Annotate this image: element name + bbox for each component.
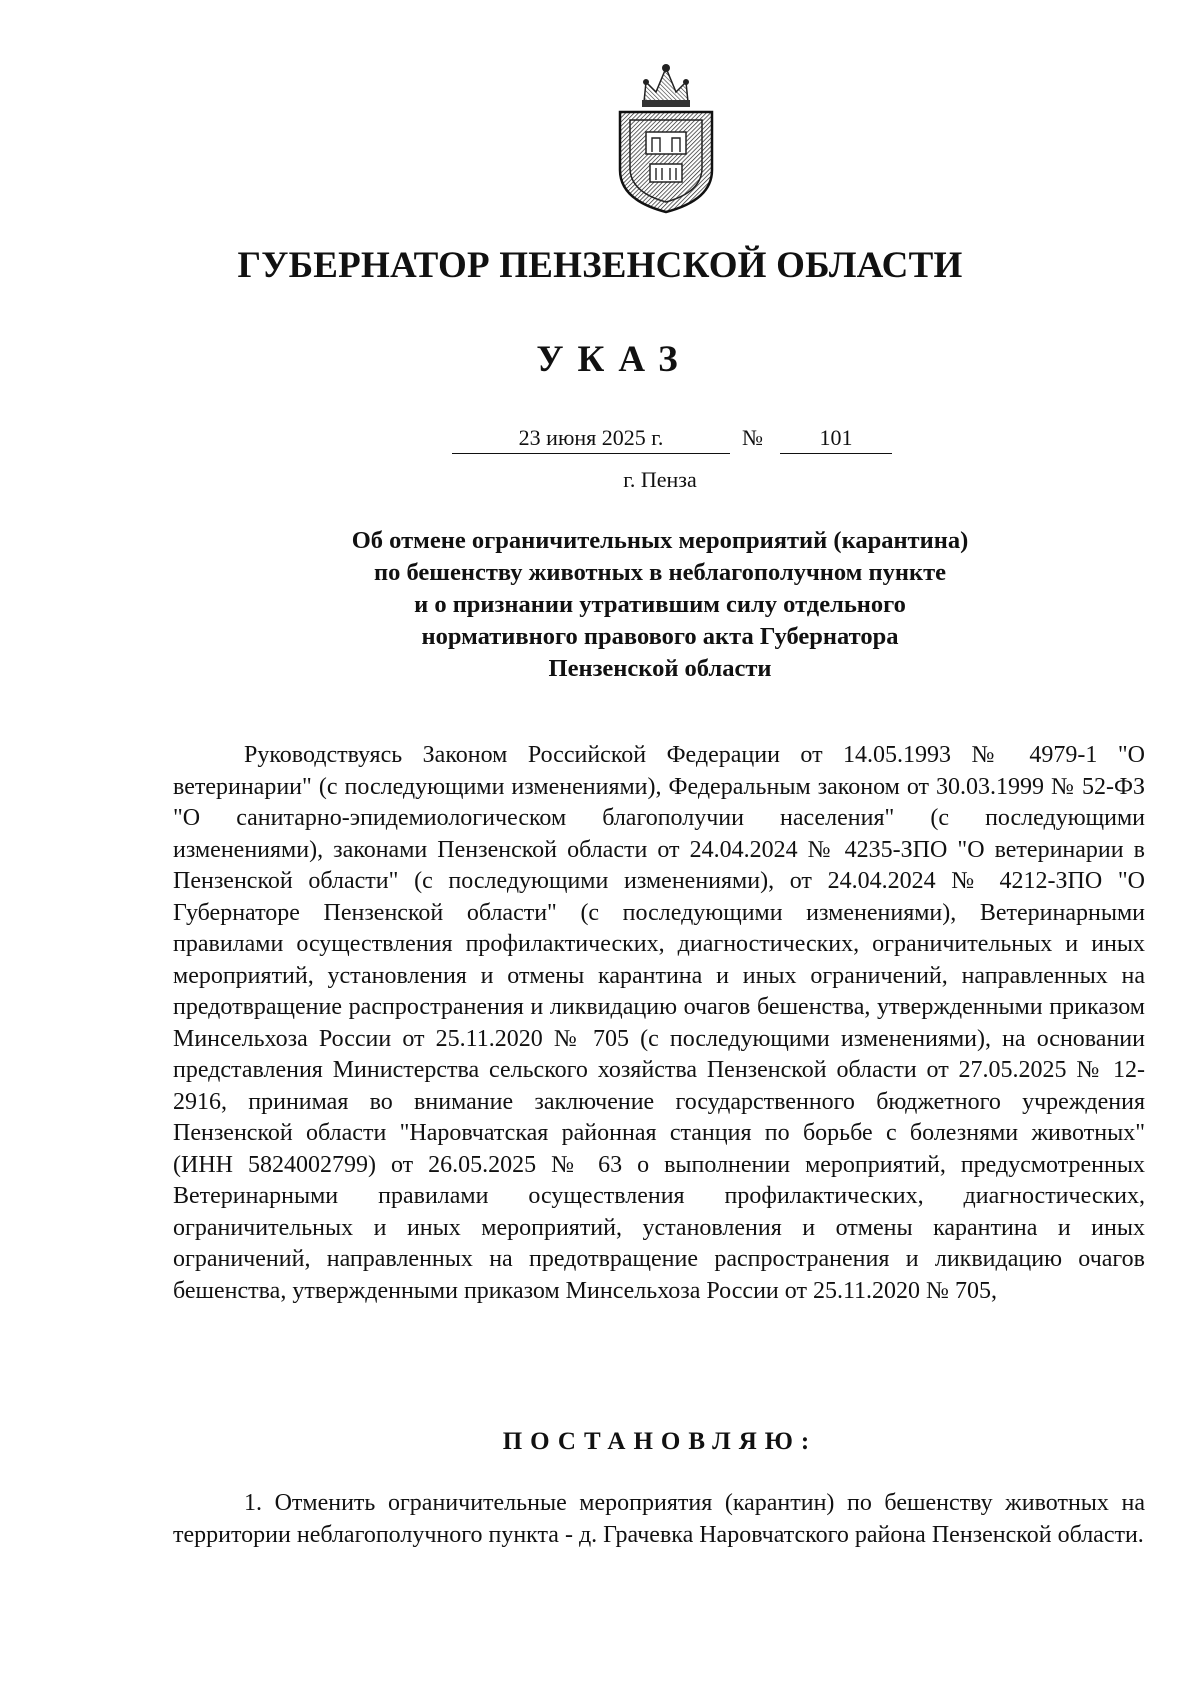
preamble-paragraph: Руководствуясь Законом Российской Федерации от 14.05.1993 № 4979-1 "О ветеринарии" (с последующими изменениями), Федеральным законом от 30.03.1999 № 52-ФЗ "О санитарно-эпидемиологическом благополучии населения" (с последующими изменениями), законами Пензенской области от 24.04.2024 № 4235-ЗПО "О ветеринарии в Пензенской области" (с последующими изменениями), от 24.04.2024 № 4212-ЗПО "О Губернаторе Пензенской области" (с последующими изменениями), Ветеринарными правилами осуществления профилактических, диагностических, ограничительных и иных мероприятий, установления и отмены карантина и иных ограничений, направленных на предотвращение распространения и ликвидацию очагов бешенства, утвержденными приказом Минсельхоза России от 25.11.2020 № 705 (с последующими изменениями), на основании представления Министерства сельского хозяйства Пензенской области от 27.05.2025 № 12-2916, принимая во внимание заключение государственного бюджетного учреждения Пензенской области "Наровчатская районная станция по борьбе с болезнями животных" (ИНН 5824002799) от 26.05.2025 № 63 о выполнении мероприятий, предусмотренных Ветеринарными правилами осуществления профилактических, диагностических, ограничительных и иных мероприятий, установления и отмены карантина и иных ограничений, направленных на предотвращение распространения и ликвидацию очагов бешенства, утвержденными приказом Минсельхоза России от 25.11.2020 № 705, (173, 742, 1145, 1304)
coat-of-arms-icon (606, 60, 726, 215)
decree-item: 1. Отменить ограничительные мероприятия (карантин) по бешенству животных на территории неблагополучного пункта - д. Грачевка Наровчатского района Пензенской области. (173, 1490, 1145, 1548)
title-line: нормативного правового акта Губернатора (421, 623, 899, 650)
document-number: 101 (780, 425, 892, 454)
title-line: Пензенской области (548, 655, 772, 682)
decree-heading: ПОСТАНОВЛЯЮ: (502, 1428, 818, 1455)
title-line: Об отмене ограничительных мероприятий (карантина) (351, 527, 969, 554)
title-line: и о признании утратившим силу отдельного (414, 591, 906, 618)
decree-items (173, 1488, 1145, 1551)
document-title (260, 525, 1060, 685)
document-type: УКАЗ (536, 339, 692, 380)
title-line: по бешенству животных в неблагополучном пункте (374, 559, 946, 586)
document-date: 23 июня 2025 г. (452, 425, 730, 454)
place-of-issue: г. Пенза (623, 467, 697, 492)
number-sign: № (742, 425, 763, 450)
preamble-section (173, 740, 1145, 1307)
issuing-authority: ГУБЕРНАТОР ПЕНЗЕНСКОЙ ОБЛАСТИ (237, 245, 963, 286)
